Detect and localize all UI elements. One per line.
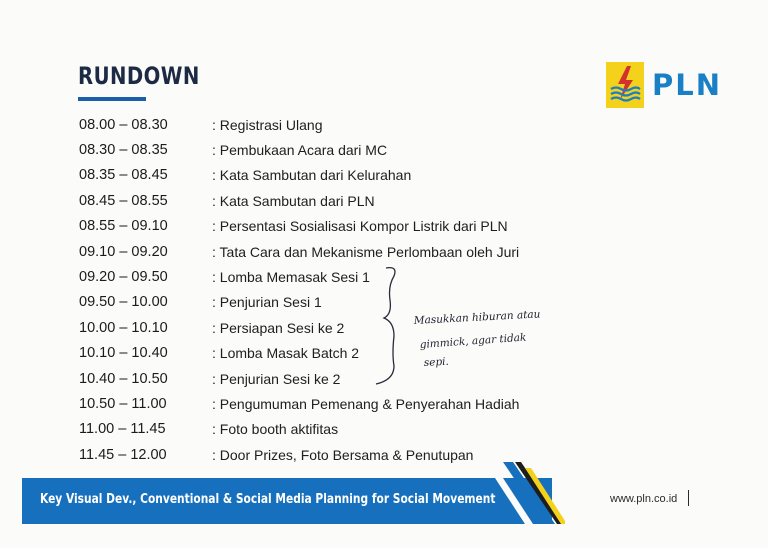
row-time: 10.50 – 11.00 <box>79 395 167 412</box>
stripes-decoration-icon <box>495 462 565 524</box>
row-activity: : Lomba Masak Batch 2 <box>212 345 360 362</box>
row-time: 08.45 – 08.55 <box>79 192 168 209</box>
row-activity: : Penjurian Sesi ke 2 <box>212 370 341 387</box>
rundown-row <box>79 137 599 162</box>
title-underline <box>78 97 146 101</box>
rundown-row <box>79 417 599 442</box>
rundown-row <box>79 163 599 188</box>
note-line-1: Masukkan hiburan atau <box>413 308 541 327</box>
row-activity: : Pembukaan Acara dari MC <box>212 142 388 159</box>
row-activity: : Kata Sambutan dari PLN <box>212 192 375 209</box>
logo-text: PLN <box>652 68 723 102</box>
pln-logo <box>606 62 726 108</box>
row-activity: : Registrasi Ulang <box>212 116 323 133</box>
row-time: 10.40 – 10.50 <box>79 370 168 387</box>
handwritten-annotation <box>368 262 598 392</box>
note-line-2: gimmick, agar tidak <box>419 331 527 351</box>
footer-url: www.pln.co.id <box>610 493 678 505</box>
row-activity: : Persiapan Sesi ke 2 <box>212 319 345 336</box>
rundown-row <box>79 239 599 264</box>
row-time: 11.00 – 11.45 <box>79 421 166 438</box>
rundown-row <box>79 188 599 213</box>
row-time: 09.50 – 10.00 <box>79 294 168 311</box>
row-time: 09.20 – 09.50 <box>79 269 168 286</box>
curly-brace-icon <box>376 268 395 384</box>
row-time: 10.10 – 10.40 <box>79 345 168 362</box>
footer-divider <box>688 490 689 506</box>
row-activity: : Penjurian Sesi 1 <box>212 294 322 311</box>
row-activity: : Kata Sambutan dari Kelurahan <box>212 167 412 184</box>
row-time: 11.45 – 12.00 <box>79 446 167 463</box>
page-title: RUNDOWN <box>78 62 200 90</box>
row-activity: : Tata Cara dan Mekanisme Perlombaan oleh Juri <box>212 243 520 260</box>
row-time: 08.30 – 08.35 <box>79 142 168 159</box>
row-activity: : Door Prizes, Foto Bersama & Penutupan <box>212 446 474 463</box>
row-time: 08.00 – 08.30 <box>79 116 168 133</box>
row-activity: : Foto booth aktifitas <box>212 421 339 438</box>
rundown-row <box>79 112 599 137</box>
row-time: 09.10 – 09.20 <box>79 243 168 260</box>
lightning-icon <box>606 62 644 108</box>
footer-banner-text: Key Visual Dev., Conventional & Social Media Planning for Social Movement <box>40 492 496 507</box>
row-time: 08.35 – 08.45 <box>79 167 168 184</box>
row-activity: : Persentasi Sosialisasi Kompor Listrik dari PLN <box>212 218 508 235</box>
rundown-row <box>79 391 599 416</box>
row-time: 10.00 – 10.10 <box>79 319 168 336</box>
rundown-row <box>79 214 599 239</box>
row-activity: : Lomba Memasak Sesi 1 <box>212 269 370 286</box>
row-time: 08.55 – 09.10 <box>79 218 168 235</box>
note-line-3: sepi. <box>423 355 450 369</box>
row-activity: : Pengumuman Pemenang & Penyerahan Hadiah <box>212 395 520 412</box>
